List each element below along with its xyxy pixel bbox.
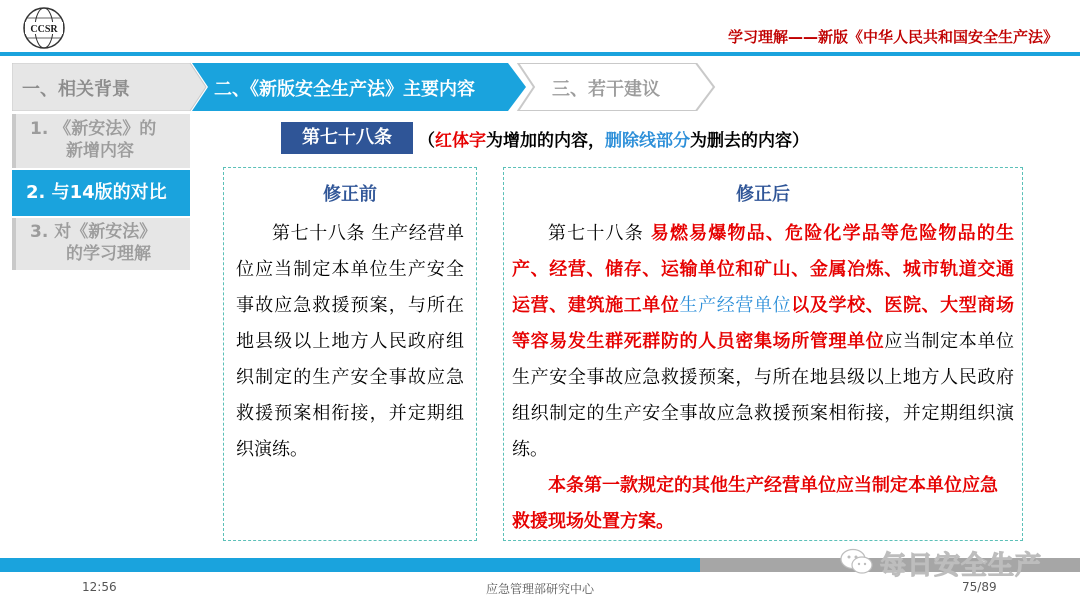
legend-open: （ <box>418 131 435 151</box>
sidebar-item-understanding[interactable] <box>12 218 190 270</box>
after-text-added-2: 以及学校、医院、大型商场等容易发生群死群防的人员密集场所管理单位 <box>512 295 1015 352</box>
footer-time: 12:56 <box>82 580 117 594</box>
legend-end: 为删去的内容） <box>690 131 809 151</box>
section-nav <box>12 63 732 111</box>
after-text-rest: 应当制定本单位生产安全事故应急救援预案，与所在地县级以上地方人民政府组织制定的生产安全事故应急救援预案相衔接，并定期组织演练。 <box>512 331 1015 460</box>
watermark <box>840 545 1042 582</box>
after-text-lead: 第七十八条 <box>548 223 651 244</box>
after-text <box>504 216 1022 468</box>
tab-main-content[interactable]: 二、《新版安全生产法》主要内容 <box>214 79 475 100</box>
page-number: 75/89 <box>962 580 997 594</box>
sidebar-item-new-content[interactable] <box>12 114 190 168</box>
sidebar-item-label: 的学习理解 <box>66 244 151 264</box>
watermark-text: 每日安全生产 <box>880 551 1043 581</box>
tab-background[interactable]: 一、相关背景 <box>22 79 130 100</box>
wechat-icon <box>840 548 874 580</box>
footer-organization: 应急管理部研究中心 <box>485 582 594 596</box>
before-text: 第七十八条 生产经营单位应当制定本单位生产安全事故应急救援预案，与所在地县级以上地方人民政府组织制定的生产安全事故应急救援预案相衔接，并定期组织演练。 <box>236 223 464 460</box>
sidebar-item-label: 3. 对《新安法》 <box>30 222 157 242</box>
sidebar-item-comparison[interactable] <box>12 170 190 216</box>
legend <box>418 126 809 151</box>
after-panel <box>503 167 1023 541</box>
legend-mid: 为增加的内容， <box>486 131 605 151</box>
tab-suggestions[interactable]: 三、若干建议 <box>552 79 660 100</box>
after-text-deleted: 生产经营单位 <box>679 295 792 316</box>
after-text-added-paragraph: 本条第一款规定的其他生产经营单位应当制定本单位应急救援现场处置方案。 <box>512 475 998 532</box>
sidebar-item-label: 新增内容 <box>66 141 134 161</box>
header-divider <box>0 52 1080 56</box>
sidebar-item-label: 2. 与14版的对比 <box>26 182 167 203</box>
page-title: 学习理解——新版《中华人民共和国安全生产法》 <box>727 28 1058 46</box>
sidebar-item-label: 1. 《新安法》的 <box>30 119 157 139</box>
legend-red-text: 红体字 <box>435 131 486 151</box>
article-badge: 第七十八条 <box>281 122 413 154</box>
footer-bar-accent <box>0 558 700 572</box>
after-title: 修正后 <box>736 184 790 205</box>
legend-blue-text: 删除线部分 <box>605 131 690 151</box>
logo-text: CCSR <box>30 24 58 35</box>
before-panel <box>223 167 477 541</box>
before-title: 修正前 <box>323 184 377 205</box>
ccsr-logo <box>22 6 66 50</box>
after-text-added-1: 易燃易爆物品、危险化学品等危险物品的生产、经营、储存、运输单位和矿山、金属冶炼、城市轨道交通运营、建筑施工单位 <box>512 223 1014 316</box>
